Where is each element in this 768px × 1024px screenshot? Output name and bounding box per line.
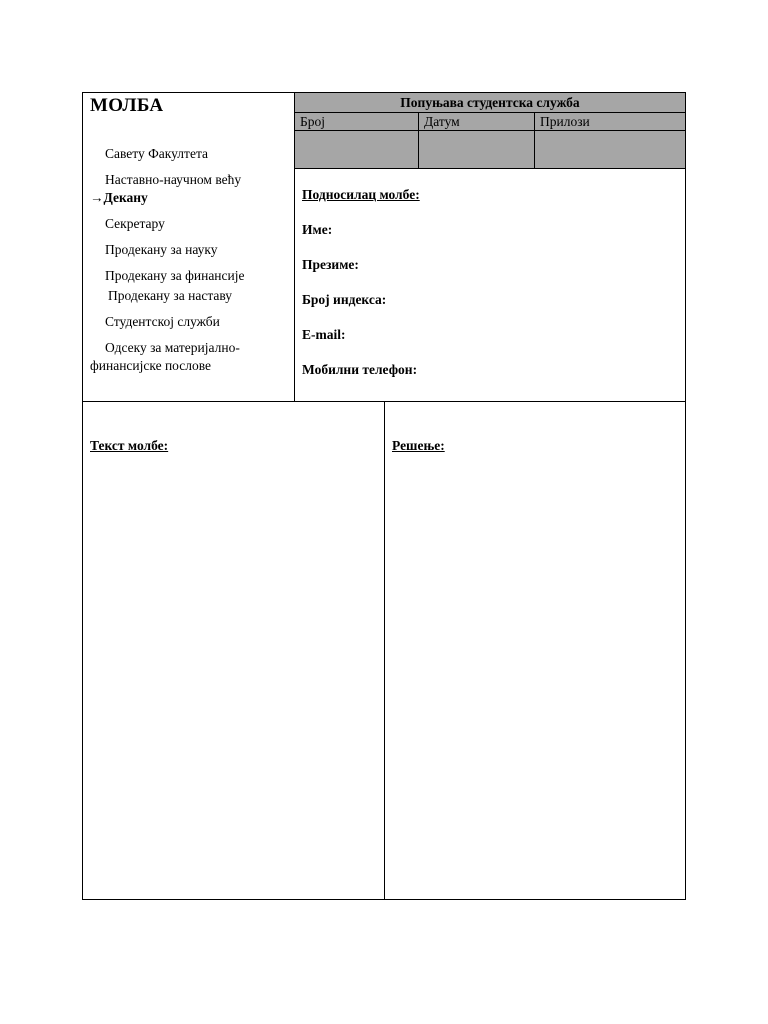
- recipient-secretary[interactable]: Секретару: [105, 216, 165, 231]
- recipient-list: [90, 145, 290, 375]
- index-number-field[interactable]: Број индекса:: [302, 292, 387, 307]
- office-attachments-field[interactable]: [535, 131, 685, 168]
- recipient-vice-dean-finance[interactable]: Продекану за финансије: [105, 268, 245, 283]
- request-form: [82, 92, 686, 900]
- form-title: МОЛБА: [90, 95, 164, 116]
- office-use-cells: [295, 131, 685, 169]
- form-bottom-section: [83, 402, 685, 899]
- recipient-vice-dean-science[interactable]: Продекану за науку: [105, 242, 218, 257]
- email-field[interactable]: E-mail:: [302, 327, 346, 342]
- office-use-header: Попуњава студентска служба: [295, 93, 685, 113]
- recipient-finance-department-line2: финансијске послове: [90, 358, 212, 373]
- office-number-label: Број: [295, 113, 419, 130]
- mobile-phone-field[interactable]: Мобилни телефон:: [302, 362, 418, 377]
- recipient-column: [83, 93, 295, 401]
- recipient-finance-department[interactable]: Одсеку за материјално-: [105, 340, 240, 355]
- decision-label: Решење:: [392, 438, 445, 453]
- request-text-area[interactable]: [83, 402, 385, 899]
- applicant-section: [302, 186, 420, 396]
- office-attachments-label: Прилози: [540, 114, 590, 129]
- form-top-section: [83, 93, 685, 402]
- applicant-header: Подносилац молбе:: [302, 187, 420, 202]
- applicant-column: [295, 93, 685, 401]
- office-use-labels: [295, 113, 685, 131]
- decision-area[interactable]: [385, 402, 685, 899]
- recipient-student-office[interactable]: Студентској служби: [105, 314, 220, 329]
- office-number-field[interactable]: [295, 131, 419, 168]
- office-date-field[interactable]: [419, 131, 535, 168]
- recipient-teaching-council[interactable]: Наставно-научном већу: [105, 172, 242, 187]
- last-name-field[interactable]: Презиме:: [302, 257, 359, 272]
- first-name-field[interactable]: Име:: [302, 222, 333, 237]
- request-text-label: Текст молбе:: [90, 438, 169, 453]
- recipient-dean-selected[interactable]: →Декану: [90, 190, 148, 205]
- recipient-vice-dean-teaching[interactable]: Продекану за наставу: [108, 288, 233, 303]
- office-date-label: Датум: [419, 113, 535, 130]
- recipient-faculty-council[interactable]: Савету Факултета: [105, 146, 208, 161]
